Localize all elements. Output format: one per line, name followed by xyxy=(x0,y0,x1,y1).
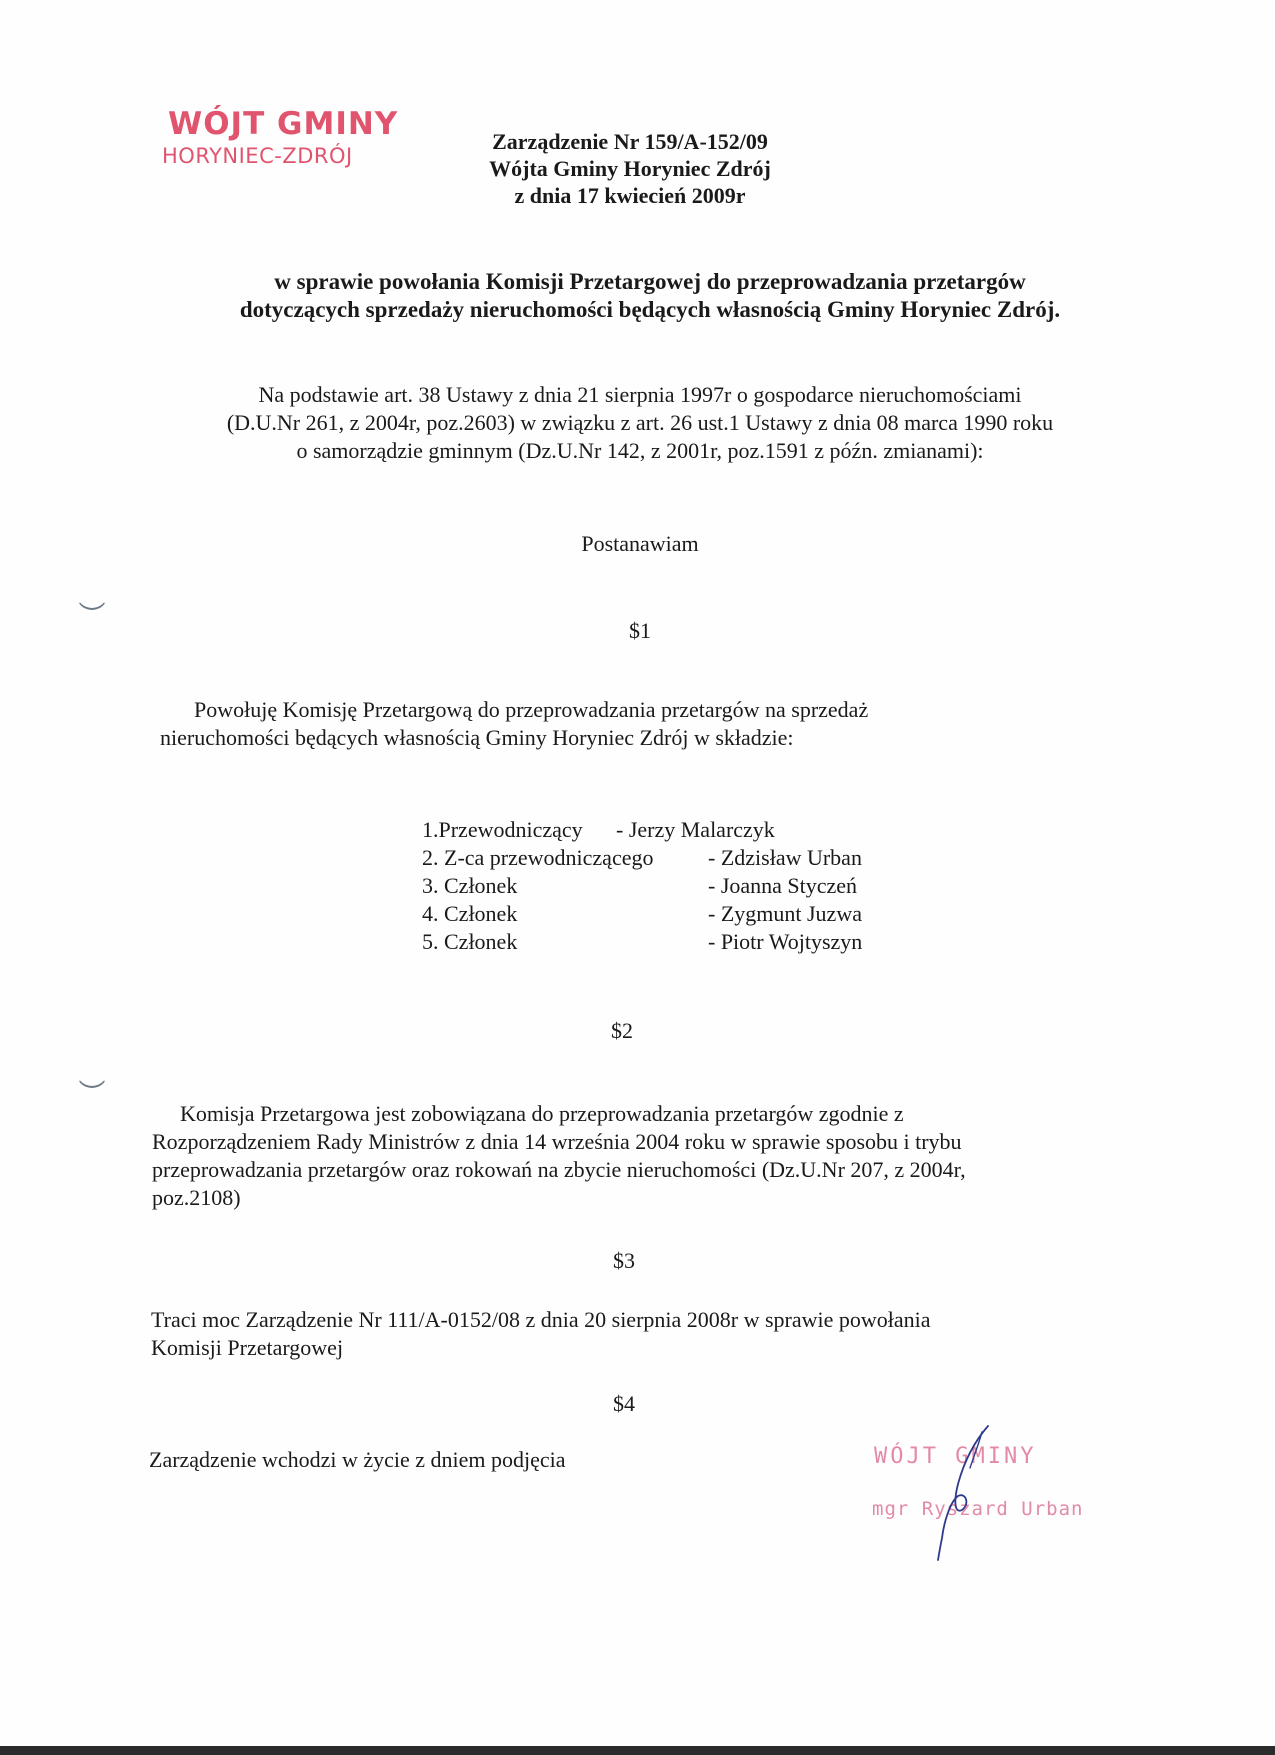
section-2-line: Rozporządzeniem Rady Ministrów z dnia 14 września 2004 roku w sprawie sposobu i trybu xyxy=(152,1129,962,1154)
subject-line: w sprawie powołania Komisji Przetargowej do przeprowadzania przetargów xyxy=(274,269,1026,294)
ordinance-subject xyxy=(150,268,1150,324)
ordinance-date: z dnia 17 kwiecień 2009r xyxy=(514,183,746,208)
member-name: - Zdzisław Urban xyxy=(708,845,862,870)
section-2-line: poz.2108) xyxy=(152,1185,241,1210)
member-name: - Jerzy Malarczyk xyxy=(616,817,775,842)
subject-line: dotyczących sprzedaży nieruchomości będących własnością Gminy Horyniec Zdrój. xyxy=(239,297,1061,322)
legal-basis xyxy=(160,381,1120,465)
members-list xyxy=(422,816,862,956)
stamp-municipality: HORYNIEC-ZDRÓJ xyxy=(162,144,353,168)
section-3-line: Traci moc Zarządzenie Nr 111/A-0152/08 z dnia 20 sierpnia 2008r w sprawie powołania xyxy=(151,1307,931,1332)
signature-stamp-title: WÓJT GMINY xyxy=(874,1444,1037,1469)
punch-hole-mark xyxy=(76,578,108,610)
handwritten-signature xyxy=(930,1422,990,1562)
ordinance-number: Zarządzenie Nr 159/A-152/09 xyxy=(492,129,768,154)
stamp-title: WÓJT GMINY xyxy=(168,106,399,142)
member-name: - Zygmunt Juzwa xyxy=(708,901,862,926)
section-3-line: Komisji Przetargowej xyxy=(151,1335,344,1360)
section-2-text xyxy=(152,1100,1152,1212)
basis-line: Na podstawie art. 38 Ustawy z dnia 21 sierpnia 1997r o gospodarce nieruchomościami xyxy=(258,382,1022,407)
basis-line: (D.U.Nr 261, z 2004r, poz.2603) w związku z art. 26 ust.1 Ustawy z dnia 08 marca 1990 roku xyxy=(226,410,1054,435)
decision-heading: Postanawiam xyxy=(581,531,699,556)
list-item xyxy=(422,816,862,844)
section-3-text xyxy=(151,1306,1151,1362)
ordinance-issuer: Wójta Gminy Horyniec Zdrój xyxy=(489,156,771,181)
member-role: 1.Przewodniczący xyxy=(422,817,583,842)
section-4-mark: $4 xyxy=(613,1391,635,1416)
member-role: 3. Członek xyxy=(422,873,518,898)
ordinance-header xyxy=(400,128,860,209)
section-4-text: Zarządzenie wchodzi w życie z dniem podjęcia xyxy=(149,1447,566,1472)
section-1-mark: $1 xyxy=(629,618,651,643)
list-item xyxy=(422,900,862,928)
member-role: 5. Członek xyxy=(422,929,518,954)
section-1-line: Powołuję Komisję Przetargową do przeprowadzania przetargów na sprzedaż xyxy=(194,697,869,722)
section-2-mark: $2 xyxy=(611,1018,633,1043)
section-1-line: nieruchomości będących własnością Gminy Horyniec Zdrój w składzie: xyxy=(160,725,794,750)
list-item xyxy=(422,872,862,900)
section-2-line: Komisja Przetargowa jest zobowiązana do przeprowadzania przetargów zgodnie z xyxy=(180,1101,904,1126)
signature-stamp-name: mgr Ryszard Urban xyxy=(872,1498,1084,1520)
member-name: - Piotr Wojtyszyn xyxy=(708,929,863,954)
header-stamp xyxy=(162,106,412,170)
member-name: - Joanna Styczeń xyxy=(708,873,858,898)
basis-line: o samorządzie gminnym (Dz.U.Nr 142, z 2001r, poz.1591 z późn. zmianami): xyxy=(296,438,984,463)
section-3-mark: $3 xyxy=(613,1248,635,1273)
section-1-text xyxy=(160,696,1160,752)
member-role: 4. Członek xyxy=(422,901,518,926)
scan-edge xyxy=(0,1746,1275,1755)
member-role: 2. Z-ca przewodniczącego xyxy=(422,845,654,870)
list-item xyxy=(422,928,862,956)
signature-stamp xyxy=(872,1440,1112,1526)
punch-hole-mark xyxy=(76,1056,108,1088)
section-2-line: przeprowadzania przetargów oraz rokowań na zbycie nieruchomości (Dz.U.Nr 207, z 2004r, xyxy=(152,1157,966,1182)
list-item xyxy=(422,844,862,872)
